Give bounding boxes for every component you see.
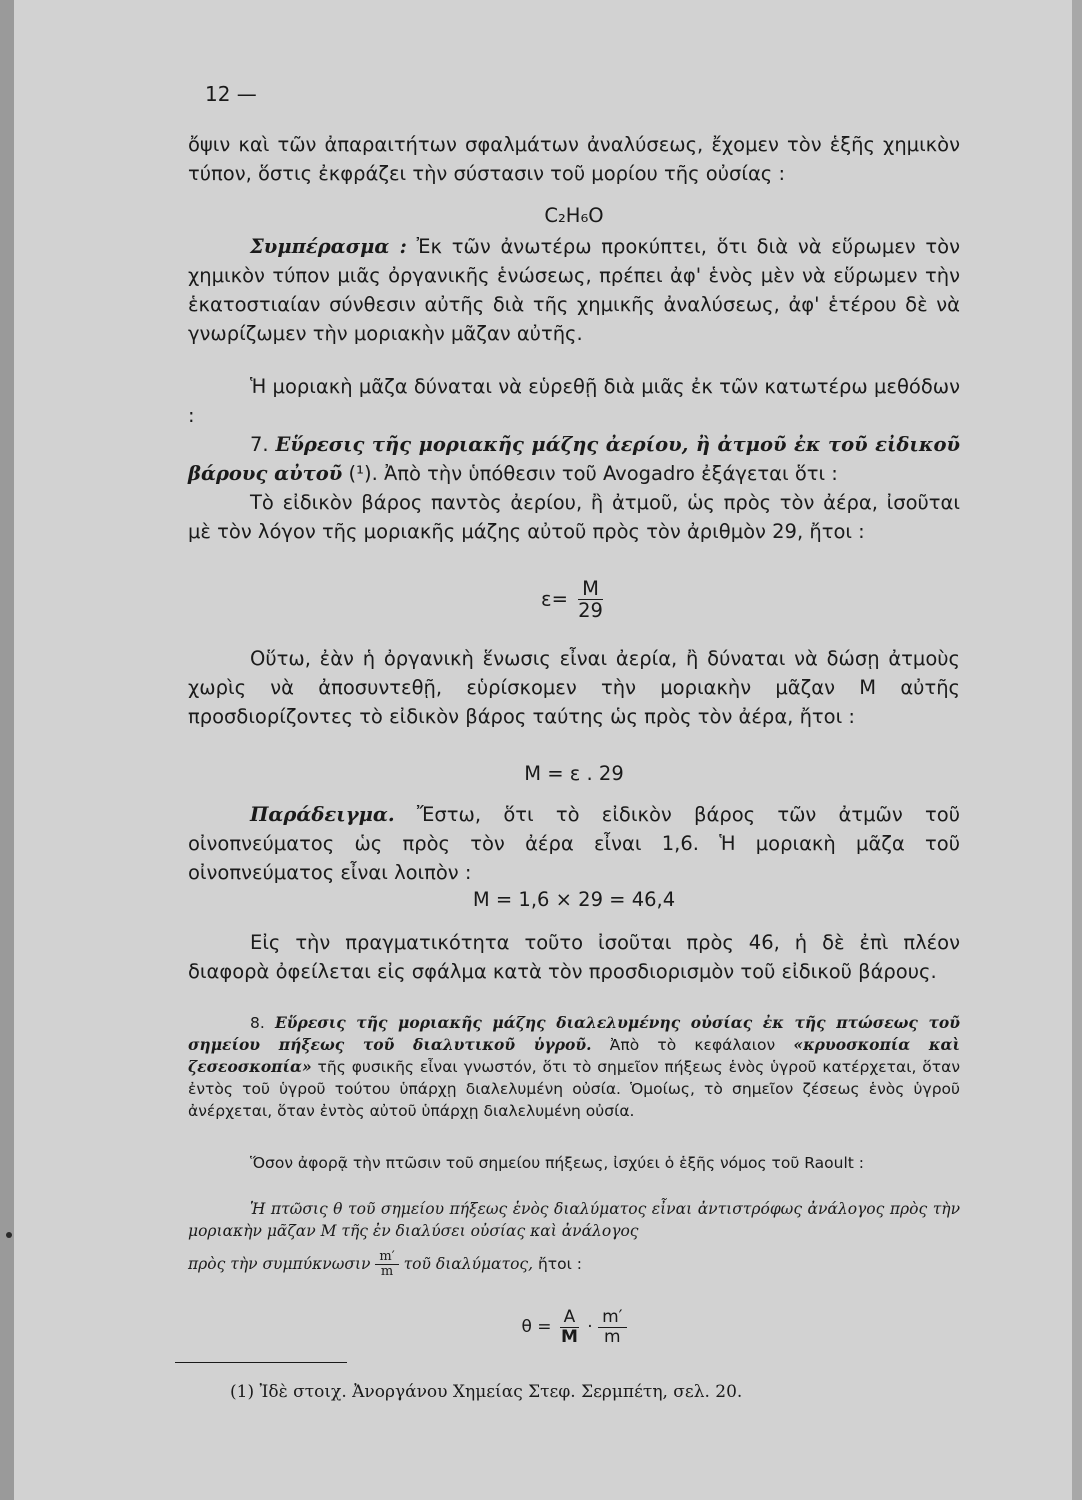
raoult-law-line2 <box>188 1250 960 1280</box>
page-number: 12 — <box>205 82 257 106</box>
example-label: Παράδειγμα. <box>250 803 395 826</box>
equation-m: M = ε . 29 <box>524 762 624 785</box>
eq-theta-f2-denominator: m <box>604 1326 621 1347</box>
section-8-number: 8. <box>250 1014 265 1032</box>
section-7-rule: Τὸ εἰδικὸν βάρος παντὸς ἀερίου, ἢ ἀτμοῦ, ὡς πρὸς τὸν ἀέρα, ἰσοῦται μὲ τὸν λόγον τῆς μοριακῆς μάζης αὐτοῦ πρὸς τὸν ἀριθμὸν 29, ἤτοι : <box>188 491 960 543</box>
section-7-heading <box>188 430 960 488</box>
section-8-chapter: «κρυοσκοπία καὶ ζεσεοσκοπία» <box>188 1035 960 1076</box>
eq-theta-fraction-1 <box>557 1308 582 1346</box>
eq-theta-f1-numerator: A <box>560 1308 580 1328</box>
section-8-title: Εὕρεσις τῆς μοριακῆς μάζης διαλελυμένης οὐσίας ἐκ τῆς πτώσεως τοῦ σημείου πήξεως τοῦ διαλυτικοῦ ὑγροῦ. <box>188 1013 960 1054</box>
methods-intro: Ἡ μοριακὴ μᾶζα δύναται νὰ εὑρεθῇ διὰ μιᾶς ἐκ τῶν κατωτέρω μεθόδων : <box>188 375 960 427</box>
raoult-intro: Ὅσον ἀφορᾷ τὴν πτῶσιν τοῦ σημείου πήξεως, ἰσχύει ὁ ἑξῆς νόμος τοῦ Raoult : <box>250 1154 865 1172</box>
eq-theta-dot: · <box>587 1317 593 1338</box>
eq1-fraction <box>574 578 607 622</box>
section-7-title: Εὕρεσις τῆς μοριακῆς μάζης ἀερίου, ἢ ἀτμοῦ ἐκ τοῦ εἰδικοῦ βάρους αὐτοῦ <box>188 433 960 485</box>
solution-phrase: τοῦ διαλύματος, <box>403 1254 534 1273</box>
concentration-fraction <box>375 1250 398 1280</box>
ie-phrase: ἤτοι : <box>533 1254 583 1273</box>
conclusion-paragraph <box>188 232 960 348</box>
eq1-lhs: ε= <box>541 587 568 611</box>
eq1-numerator: M <box>578 578 603 600</box>
section-7-application: Οὕτω, ἐὰν ἡ ὀργανικὴ ἕνωσις εἶναι ἀερία, ἢ δύναται νὰ δώσῃ ἀτμοὺς χωρὶς νὰ ἀποσυντεθῇ, εὑρίσκομεν τὴν μοριακὴν μᾶζαν M αὐτῆς προσδιορίζοντες τὸ εἰδικὸν βάρος ταύτης ὡς πρὸς τὸν ἀέρα, ἤτοι : <box>188 647 960 728</box>
formula-c2h6o: C₂H₆O <box>544 204 604 227</box>
section-7-number: 7. <box>250 433 269 456</box>
eq1-denominator: 29 <box>578 599 603 623</box>
conclusion-text: Ἐκ τῶν ἀνωτέρω προκύπτει, ὅτι διὰ νὰ εὕρωμεν τὸν χημικὸν τύπον μιᾶς ὀργανικῆς ἑνώσεως, πρέπει ἀφ' ἑνὸς μὲν νὰ εὕρωμεν τὴν ἑκατοστιαίαν σύνθεσιν αὐτῆς διὰ τῆς χημικῆς ἀναλύσεως, ἀφ' ἑτέρου δὲ νὰ γνωρίζωμεν τὴν μοριακὴν μᾶζαν αὐτῆς. <box>188 235 960 345</box>
footnote: (1) Ἰδὲ στοιχ. Ἀνοργάνου Χημείας Στεφ. Σερμπέτη, σελ. 20. <box>230 1382 743 1402</box>
eq-theta-f1-denominator: M <box>560 1326 578 1347</box>
equation-epsilon <box>188 578 960 622</box>
raoult-law: Ἡ πτῶσις θ τοῦ σημείου πήξεως ἑνὸς διαλύματος εἶναι ἀντιστρόφως ἀνάλογος πρὸς τὴν μοριακὴν μᾶζαν M τῆς ἐν διαλύσει οὐσίας καὶ ἀνάλογος <box>188 1200 960 1240</box>
concentration-phrase: πρὸς τὴν συμπύκνωσιν <box>188 1254 371 1273</box>
section-7-ref: (¹). <box>348 462 378 485</box>
eq-theta-lhs: θ = <box>521 1317 552 1338</box>
conclusion-label: Συμπέρασμα : <box>250 235 407 258</box>
equation-theta <box>188 1308 960 1346</box>
section-8-text-b: τῆς φυσικῆς εἶναι γνωστόν, ὅτι τὸ σημεῖον πήξεως ἑνὸς ὑγροῦ κατέρχεται, ὅταν ἐντὸς τοῦ ὑγροῦ τούτου ὑπάρχῃ διαλελυμένη οὐσία. Ὁμοίως, τὸ σημεῖον ζέσεως ἑνὸς ὑγροῦ ἀνέρχεται, ὅταν ἐντὸς αὐτοῦ ὑπάρχῃ διαλελυμένη οὐσία. <box>188 1058 960 1120</box>
example-text: Ἔστω, ὅτι τὸ εἰδικὸν βάρος τῶν ἀτμῶν τοῦ οἰνοπνεύματος ὡς πρὸς τὸν ἀέρα εἶναι 1,6. Ἡ μοριακὴ μᾶζα τοῦ οἰνοπνεύματος εἶναι λοιπὸν : <box>188 803 960 884</box>
opening-paragraph: ὄψιν καὶ τῶν ἀπαραιτήτων σφαλμάτων ἀναλύσεως, ἔχομεν τὸν ἑξῆς χημικὸν τύπον, ὅστις ἐκφράζει τὴν σύστασιν τοῦ μορίου τῆς οὐσίας : <box>188 133 960 185</box>
example-equation: M = 1,6 × 29 = 46,4 <box>472 888 676 911</box>
eq-theta-f2-numerator: m′ <box>598 1308 626 1328</box>
concentration-denominator: m <box>380 1264 394 1280</box>
section-8-text-a: Ἀπὸ τὸ κεφάλαιον <box>591 1036 794 1054</box>
footnote-rule <box>175 1362 347 1363</box>
concentration-numerator: m′ <box>375 1250 398 1265</box>
eq-theta-fraction-2 <box>598 1308 626 1346</box>
page-shadow-right <box>1072 0 1082 1500</box>
example-paragraph <box>188 800 960 887</box>
print-speck <box>6 1232 12 1238</box>
section-8-paragraph <box>188 1012 960 1122</box>
page-shadow-left <box>0 0 14 1500</box>
section-7-intro: Ἀπὸ τὴν ὑπόθεσιν τοῦ Avogadro ἐξάγεται ὅτι : <box>377 462 838 485</box>
example-remark: Εἰς τὴν πραγματικότητα τοῦτο ἰσοῦται πρὸς 46, ἡ δὲ ἐπὶ πλέον διαφορὰ ὀφείλεται εἰς σφάλμα κατὰ τὸν προσδιορισμὸν τοῦ εἰδικοῦ βάρους. <box>188 931 960 983</box>
